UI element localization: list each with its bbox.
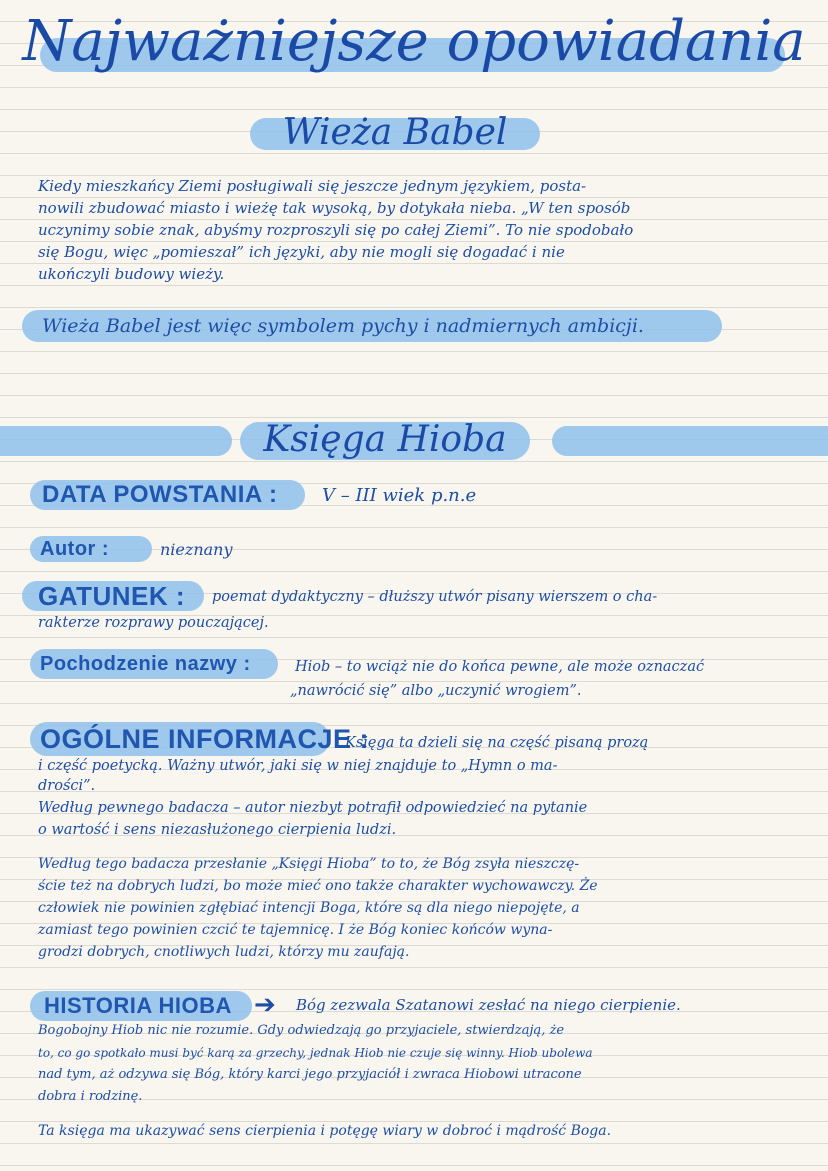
gatunek-line-2: rakterze rozprawy pouczającej. <box>38 615 269 631</box>
historia-line-5: dobra i rodzinę. <box>38 1089 143 1104</box>
data-value: V – III wiek p.n.e <box>322 485 477 506</box>
data-label: DATA POWSTANIA : <box>42 481 278 508</box>
nazwa-line-2: „nawrócić się” albo „uczynić wrogiem”. <box>290 683 582 699</box>
ogolne-line-7: ście też na dobrych ludzi, bo może mieć ono także charakter wychowawczy. Że <box>38 878 598 894</box>
autor-label: Autor : <box>40 538 110 560</box>
historia-line-1: Bóg zezwala Szatanowi zesłać na niego cierpienie. <box>296 996 681 1014</box>
ogolne-line-3: drości”. <box>38 778 96 794</box>
historia-label: HISTORIA HIOBA <box>44 993 232 1018</box>
ogolne-label: OGÓLNE INFORMACJE : <box>40 724 370 754</box>
page-title: Najważniejsze opowiadania <box>22 9 806 74</box>
ogolne-line-8: człowiek nie powinien zgłębiać intencji Boga, które są dla niego niepojęte, a <box>38 900 580 916</box>
historia-line-2: Bogobojny Hiob nic nie rozumie. Gdy odwiedzają go przyjaciele, stwierdzają, że <box>38 1023 565 1038</box>
ogolne-line-6: Według tego badacza przesłanie „Księgi Hioba” to to, że Bóg zsyła nieszczę- <box>38 856 580 872</box>
historia-line-3: to, co go spotkało musi być karą za grzechy, jednak Hiob nie czuje się winny. Hiob ubolewa <box>38 1046 593 1060</box>
historia-line-4: nad tym, aż odzywa się Bóg, który karci jego przyjaciół i zwraca Hiobowi utracone <box>38 1067 582 1082</box>
hiob-heading: Księga Hioba <box>263 419 507 460</box>
babel-heading: Wieża Babel <box>282 112 508 153</box>
ogolne-line-9: zamiast tego powinien czcić te tajemnicę. I że Bóg koniec końców wyna- <box>38 922 553 938</box>
nazwa-line-1: Hiob – to wciąż nie do końca pewne, ale może oznaczać <box>295 659 705 675</box>
autor-value: nieznany <box>160 540 233 559</box>
babel-line-2: nowili zbudować miasto i wieżę tak wysoką, by dotykała nieba. „W ten sposób <box>38 199 631 217</box>
babel-line-1: Kiedy mieszkańcy Ziemi posługiwali się jeszcze jednym językiem, posta- <box>38 177 587 195</box>
ogolne-line-5: o wartość i sens niezasłużonego cierpienia ludzi. <box>38 822 397 838</box>
historia-line-6: Ta księga ma ukazywać sens cierpienia i potęgę wiary w dobroć i mądrość Boga. <box>38 1123 612 1139</box>
babel-line-4: się Bogu, więc „pomieszał” ich języki, aby nie mogli się dogadać i nie <box>38 243 565 261</box>
hiob-band-right <box>552 426 828 456</box>
ogolne-line-2: i część poetycką. Ważny utwór, jaki się w niej znajduje to „Hymn o ma- <box>38 758 558 774</box>
nazwa-label: Pochodzenie nazwy : <box>40 653 251 675</box>
gatunek-label: GATUNEK : <box>38 581 186 611</box>
hiob-band-left <box>0 426 232 456</box>
ogolne-line-4: Według pewnego badacza – autor niezbyt potrafił odpowiedzieć na pytanie <box>38 800 588 816</box>
ogolne-line-10: grodzi dobrych, cnotliwych ludzi, którzy mu zaufają. <box>38 944 410 960</box>
ogolne-line-1: Księga ta dzieli się na część pisaną prozą <box>345 735 649 751</box>
babel-summary: Wieża Babel jest więc symbolem pychy i nadmiernych ambicji. <box>42 315 644 337</box>
arrow-icon: ➔ <box>254 990 276 1020</box>
babel-line-3: uczynimy sobie znak, abyśmy rozproszyli się po całej Ziemi”. To nie spodobało <box>38 221 634 239</box>
gatunek-line-1: poemat dydaktyczny – dłuższy utwór pisany wierszem o cha- <box>212 589 658 605</box>
babel-line-5: ukończyli budowy wieży. <box>38 265 225 283</box>
